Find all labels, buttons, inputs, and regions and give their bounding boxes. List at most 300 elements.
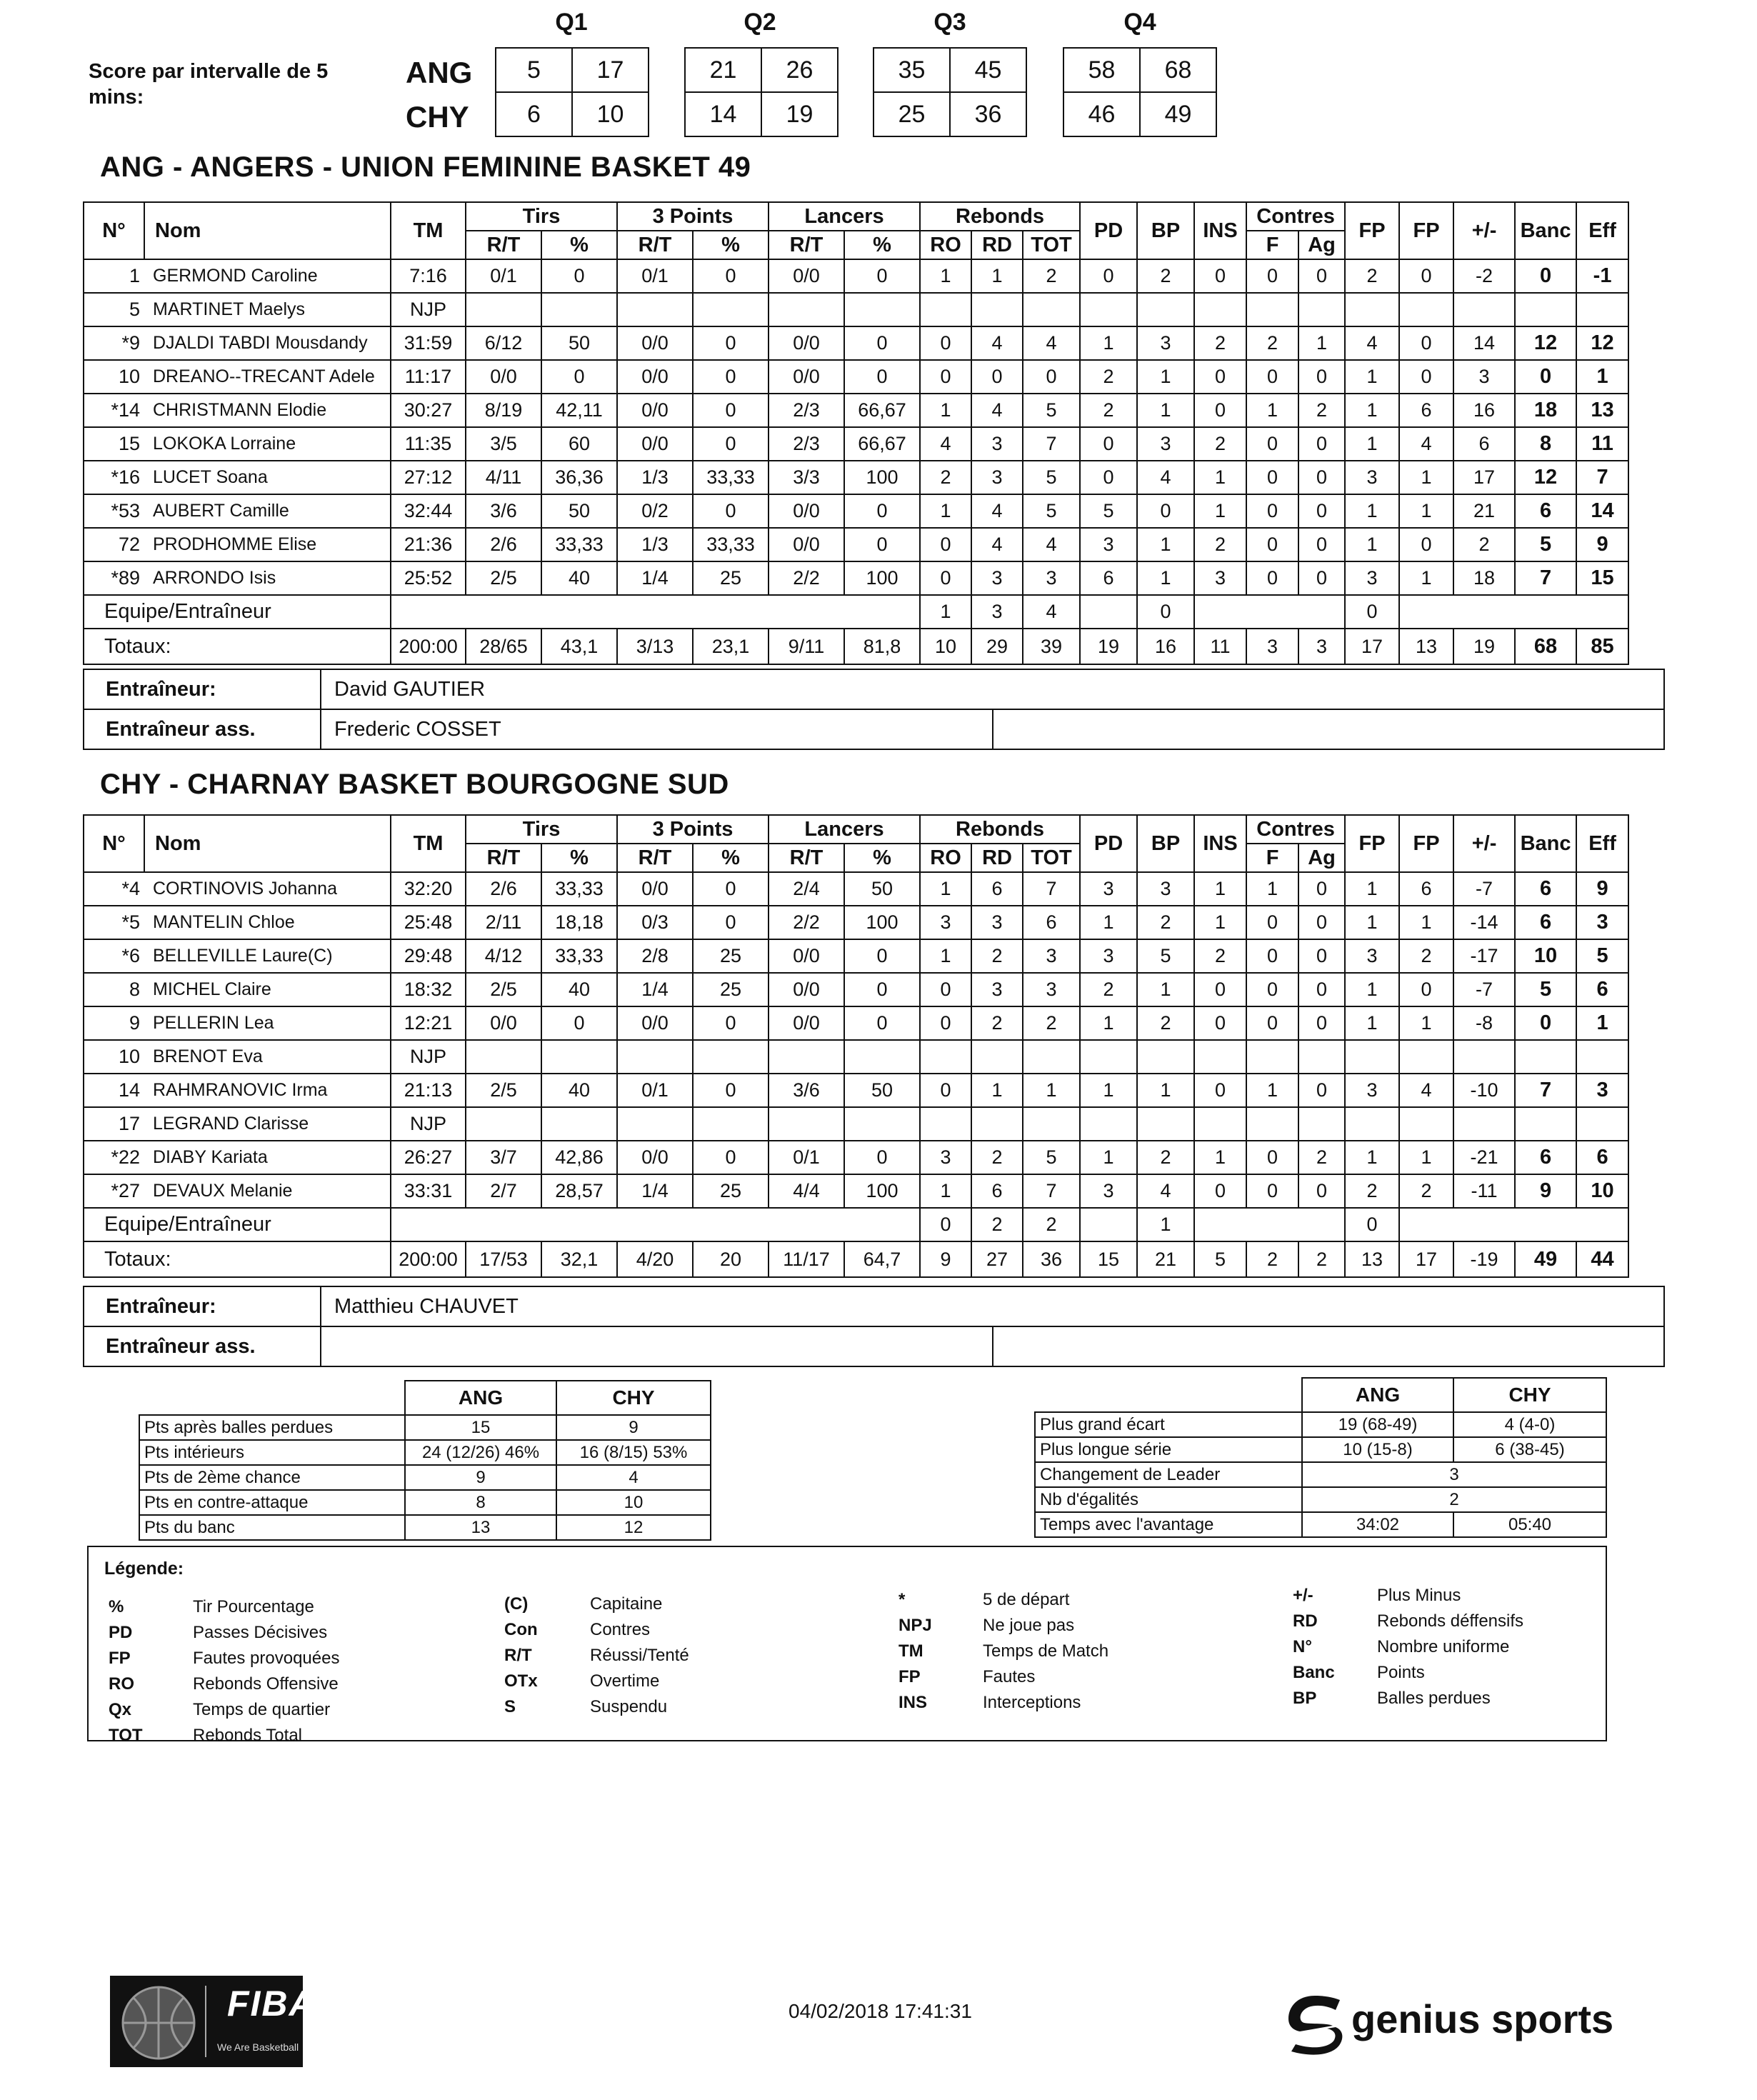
equipe-pd-empty (1080, 595, 1137, 629)
stat-rt: 3/7 (466, 1141, 541, 1174)
equipe-pd-empty (1080, 1208, 1137, 1241)
header-f: F (1246, 844, 1298, 872)
player-minutes: 26:27 (391, 1141, 466, 1174)
player-row (84, 360, 1753, 394)
header-row-1 (84, 202, 1753, 231)
stat-pct (693, 1040, 769, 1074)
interval-team-chy: CHY (406, 100, 469, 134)
stat-f: 0 (1246, 939, 1298, 973)
player-row (84, 939, 1753, 973)
header-ro: RO (920, 231, 971, 259)
total-pct: 43,1 (541, 629, 617, 664)
stat-ag: 0 (1298, 259, 1345, 293)
stats-value-ang: 34:02 (1302, 1512, 1453, 1537)
equipe-rd: 3 (971, 595, 1023, 629)
stat-rt: 6/12 (466, 326, 541, 360)
stat-bp: 1 (1137, 528, 1194, 561)
player-minutes: 21:36 (391, 528, 466, 561)
player-minutes: NJP (391, 1107, 466, 1141)
stat-ag: 2 (1298, 394, 1345, 427)
player-number: 14 (84, 1074, 144, 1107)
stat-eff: 3 (1576, 906, 1628, 939)
stat-fp (1345, 293, 1399, 326)
stat-rt: 8/19 (466, 394, 541, 427)
interval-score: 14 (685, 92, 761, 136)
stat-pct (541, 1107, 617, 1141)
stat-banc (1515, 1040, 1576, 1074)
stats-value-both: 3 (1302, 1462, 1606, 1487)
stats-value-chy: 12 (556, 1515, 711, 1540)
stat-rt: 4/11 (466, 461, 541, 494)
stat-fp (1399, 293, 1453, 326)
header-eff: Eff (1576, 202, 1628, 259)
stat-eff: 3 (1576, 1074, 1628, 1107)
stat-rt: 0/0 (617, 1006, 693, 1040)
stat-pct: 0 (844, 1141, 920, 1174)
stat-pm: 6 (1453, 427, 1515, 461)
player-name: PELLERIN Lea (144, 1006, 391, 1040)
stat-f: 0 (1246, 973, 1298, 1006)
stat-f: 0 (1246, 561, 1298, 595)
total-rt: 3/13 (617, 629, 693, 664)
stat-rd: 6 (971, 1174, 1023, 1208)
header-lancers: Lancers (769, 815, 920, 844)
stat-ro: 0 (920, 1074, 971, 1107)
legend-abbr: Banc (1293, 1663, 1335, 1682)
player-name: LEGRAND Clarisse (144, 1107, 391, 1141)
total-pd: 19 (1080, 629, 1137, 664)
stat-ag: 0 (1298, 461, 1345, 494)
stat-rt: 2/7 (466, 1174, 541, 1208)
coach-name: Matthieu CHAUVET (321, 1286, 1664, 1326)
stat-rt: 0/0 (466, 360, 541, 394)
total-f: 2 (1246, 1241, 1298, 1277)
stat-ro: 3 (920, 1141, 971, 1174)
stats-label: Nb d'égalités (1035, 1487, 1302, 1512)
stat-rt: 2/4 (769, 872, 844, 906)
stat-ins: 1 (1194, 461, 1246, 494)
stat-tot: 5 (1023, 461, 1080, 494)
player-number: 15 (84, 427, 144, 461)
stat-rd: 6 (971, 872, 1023, 906)
player-minutes: 25:48 (391, 906, 466, 939)
stat-fp: 0 (1399, 528, 1453, 561)
stats-label: Plus longue série (1035, 1437, 1302, 1462)
stat-rd: 2 (971, 939, 1023, 973)
legend-text: Ne joue pas (983, 1616, 1075, 1635)
player-number: *9 (84, 326, 144, 360)
stat-ag (1298, 1040, 1345, 1074)
interval-team-ang: ANG (406, 56, 473, 89)
stat-ag: 0 (1298, 528, 1345, 561)
interval-score: 21 (685, 48, 761, 92)
stats-row (139, 1440, 711, 1465)
total-banc: 49 (1515, 1241, 1576, 1277)
player-minutes: 31:59 (391, 326, 466, 360)
stat-fp: 2 (1345, 259, 1399, 293)
stat-rt: 0/0 (769, 1006, 844, 1040)
player-name: ARRONDO Isis (144, 561, 391, 595)
stat-pct: 0 (693, 394, 769, 427)
legend-text: 5 de départ (983, 1590, 1070, 1609)
stat-pct: 0 (693, 427, 769, 461)
stat-ro: 3 (920, 906, 971, 939)
stat-rt: 0/0 (769, 973, 844, 1006)
stat-pd: 2 (1080, 973, 1137, 1006)
legend-abbr: NPJ (898, 1616, 932, 1635)
stat-tot: 2 (1023, 1006, 1080, 1040)
stat-fp: 1 (1399, 561, 1453, 595)
stats-label: Pts de 2ème chance (139, 1465, 405, 1490)
stat-eff: 9 (1576, 872, 1628, 906)
legend-text: Points (1377, 1663, 1425, 1682)
player-name: MICHEL Claire (144, 973, 391, 1006)
stat-f (1246, 1107, 1298, 1141)
q2-label: Q2 (744, 9, 776, 36)
stat-ag: 0 (1298, 1006, 1345, 1040)
stat-rt: 3/6 (769, 1074, 844, 1107)
interval-score: 10 (572, 92, 649, 136)
interval-score: 46 (1063, 92, 1140, 136)
player-minutes: NJP (391, 293, 466, 326)
stat-fp: 1 (1345, 427, 1399, 461)
legend-abbr: FP (109, 1649, 131, 1668)
stats-value-ang: 19 (68-49) (1302, 1412, 1453, 1437)
total-ro: 9 (920, 1241, 971, 1277)
header-contres: Contres (1246, 202, 1345, 231)
stat-pm: 18 (1453, 561, 1515, 595)
stat-pct: 100 (844, 906, 920, 939)
stat-ag: 0 (1298, 561, 1345, 595)
legend-abbr: INS (898, 1693, 928, 1712)
genius-sports-wordmark: genius sports (1351, 1996, 1614, 2041)
stat-pct: 0 (541, 259, 617, 293)
stat-ins: 0 (1194, 394, 1246, 427)
stat-pd: 0 (1080, 259, 1137, 293)
stat-pm: 16 (1453, 394, 1515, 427)
header-lancers: Lancers (769, 202, 920, 231)
coach-label: Entraîneur: (84, 1286, 321, 1326)
stat-fp: 1 (1345, 872, 1399, 906)
stat-pd: 1 (1080, 1006, 1137, 1040)
stat-pd: 0 (1080, 461, 1137, 494)
stat-pct (844, 1040, 920, 1074)
stats-value-chy: 05:40 (1453, 1512, 1606, 1537)
player-number: 1 (84, 259, 144, 293)
interval-row (496, 92, 649, 136)
player-row (84, 528, 1753, 561)
box-header (84, 815, 1753, 872)
stats-value-ang: 24 (12/26) 46% (405, 1440, 556, 1465)
stat-tot: 5 (1023, 394, 1080, 427)
total-pct: 32,1 (541, 1241, 617, 1277)
stat-pct: 0 (844, 973, 920, 1006)
player-minutes: 32:44 (391, 494, 466, 528)
stat-pd: 3 (1080, 872, 1137, 906)
stat-pct: 0 (844, 1006, 920, 1040)
stat-ins: 2 (1194, 427, 1246, 461)
player-number: 8 (84, 973, 144, 1006)
stat-pct: 0 (693, 1006, 769, 1040)
stat-f: 1 (1246, 872, 1298, 906)
header-ins: INS (1194, 202, 1246, 259)
stat-pct: 33,33 (693, 461, 769, 494)
stat-ins: 0 (1194, 973, 1246, 1006)
stat-fp: 1 (1399, 1141, 1453, 1174)
total-banc: 68 (1515, 629, 1576, 664)
stat-pct: 60 (541, 427, 617, 461)
stat-f: 0 (1246, 461, 1298, 494)
stat-rt: 0/0 (769, 360, 844, 394)
interval-score: 49 (1140, 92, 1216, 136)
interval-score: 45 (950, 48, 1026, 92)
stat-ins: 1 (1194, 1141, 1246, 1174)
stat-rt: 2/3 (769, 427, 844, 461)
stat-bp: 4 (1137, 1174, 1194, 1208)
player-number: 10 (84, 360, 144, 394)
header-no: N° (84, 815, 144, 872)
stat-rd: 1 (971, 1074, 1023, 1107)
stat-f: 0 (1246, 360, 1298, 394)
stat-ag: 1 (1298, 326, 1345, 360)
player-name: GERMOND Caroline (144, 259, 391, 293)
stat-rt: 0/0 (617, 1141, 693, 1174)
stat-rt (769, 1107, 844, 1141)
stat-ro (920, 1107, 971, 1141)
stats-header-row (1035, 1378, 1606, 1412)
stat-fp: 0 (1399, 360, 1453, 394)
player-number: *6 (84, 939, 144, 973)
stat-banc: 0 (1515, 259, 1576, 293)
equipe-empty (1399, 595, 1628, 629)
stat-ro (920, 293, 971, 326)
legend-abbr: R/T (504, 1646, 532, 1665)
stat-pd: 1 (1080, 906, 1137, 939)
player-number: 5 (84, 293, 144, 326)
stats-label: Temps avec l'avantage (1035, 1512, 1302, 1537)
stat-bp: 3 (1137, 326, 1194, 360)
player-number: 10 (84, 1040, 144, 1074)
stat-fp: 1 (1345, 1006, 1399, 1040)
stat-bp: 4 (1137, 461, 1194, 494)
fiba-tagline: We Are Basketball (217, 2041, 299, 2053)
stat-rt: 0/0 (617, 326, 693, 360)
equipe-label: Equipe/Entraîneur (84, 595, 391, 629)
stat-rd: 4 (971, 394, 1023, 427)
stat-bp: 2 (1137, 1006, 1194, 1040)
stat-tot: 2 (1023, 259, 1080, 293)
stat-bp: 2 (1137, 259, 1194, 293)
stat-pm: -21 (1453, 1141, 1515, 1174)
stat-banc: 5 (1515, 528, 1576, 561)
stat-rt: 2/3 (769, 394, 844, 427)
stat-pct: 66,67 (844, 394, 920, 427)
total-pct: 64,7 (844, 1241, 920, 1277)
stat-rt: 2/11 (466, 906, 541, 939)
stat-f: 2 (1246, 326, 1298, 360)
stats-value-ang: 8 (405, 1490, 556, 1515)
stat-banc (1515, 1107, 1576, 1141)
stat-ins: 3 (1194, 561, 1246, 595)
header-three: 3 Points (617, 815, 769, 844)
stat-pct: 100 (844, 561, 920, 595)
stat-bp: 2 (1137, 1141, 1194, 1174)
stat-tot: 7 (1023, 872, 1080, 906)
legend-text: Capitaine (590, 1594, 663, 1614)
total-rt: 28/65 (466, 629, 541, 664)
stat-pm: 21 (1453, 494, 1515, 528)
stat-banc: 10 (1515, 939, 1576, 973)
stat-ag: 0 (1298, 939, 1345, 973)
stat-fp: 0 (1399, 326, 1453, 360)
player-minutes: 12:21 (391, 1006, 466, 1040)
genius-sports-logo (1283, 1990, 1614, 2058)
stat-f: 0 (1246, 427, 1298, 461)
interval-score: 25 (874, 92, 950, 136)
player-row (84, 394, 1753, 427)
stat-f: 0 (1246, 906, 1298, 939)
legend-text: Rebonds Offensive (193, 1674, 339, 1694)
stat-eff (1576, 293, 1628, 326)
stat-rd: 4 (971, 494, 1023, 528)
player-minutes: 11:17 (391, 360, 466, 394)
player-row (84, 1006, 1753, 1040)
legend-text: Interceptions (983, 1693, 1081, 1712)
stat-bp: 3 (1137, 427, 1194, 461)
header-bp: BP (1137, 815, 1194, 872)
stat-rt: 1/4 (617, 973, 693, 1006)
stat-banc: 12 (1515, 326, 1576, 360)
legend-abbr: N° (1293, 1637, 1312, 1656)
player-number: 72 (84, 528, 144, 561)
stat-tot: 3 (1023, 561, 1080, 595)
box-body (84, 259, 1753, 664)
player-number: *16 (84, 461, 144, 494)
stat-eff: 9 (1576, 528, 1628, 561)
assistant-label: Entraîneur ass. (84, 1326, 321, 1366)
stat-fp: 1 (1399, 1006, 1453, 1040)
total-fp: 13 (1399, 629, 1453, 664)
stat-bp: 1 (1137, 1074, 1194, 1107)
header-bp: BP (1137, 202, 1194, 259)
stat-fp: 2 (1399, 939, 1453, 973)
stats-row (1035, 1462, 1606, 1487)
total-ag: 2 (1298, 1241, 1345, 1277)
player-name: RAHMRANOVIC Irma (144, 1074, 391, 1107)
print-date: 04/02/2018 17:41:31 (789, 2000, 972, 2022)
stat-fp: 3 (1345, 939, 1399, 973)
stat-pm: -14 (1453, 906, 1515, 939)
player-minutes: 30:27 (391, 394, 466, 427)
stat-ag (1298, 293, 1345, 326)
stat-rd: 3 (971, 906, 1023, 939)
stat-fp: 1 (1345, 906, 1399, 939)
stat-ag: 0 (1298, 1074, 1345, 1107)
stat-eff (1576, 1107, 1628, 1141)
stat-rt: 1/4 (617, 561, 693, 595)
interval-row (874, 92, 1026, 136)
box-header (84, 202, 1753, 259)
stat-rd: 1 (971, 259, 1023, 293)
team-chy-title: CHY - CHARNAY BASKET BOURGOGNE SUD (100, 769, 729, 800)
stat-tot (1023, 1040, 1080, 1074)
player-name: DJALDI TABDI Mousdandy (144, 326, 391, 360)
stat-fp: 6 (1399, 872, 1453, 906)
stat-pct: 0 (844, 528, 920, 561)
stat-fp: 6 (1399, 394, 1453, 427)
stat-pct: 0 (693, 360, 769, 394)
stat-rt: 2/5 (466, 561, 541, 595)
stat-pct: 36,36 (541, 461, 617, 494)
totals-minutes: 200:00 (391, 629, 466, 664)
legend (87, 1546, 1607, 1745)
legend-text: Fautes provoquées (193, 1649, 340, 1668)
stat-bp: 1 (1137, 973, 1194, 1006)
stat-rt: 0/0 (769, 528, 844, 561)
player-minutes: 29:48 (391, 939, 466, 973)
interval-row (496, 48, 649, 92)
stat-tot: 1 (1023, 1074, 1080, 1107)
assistant-row (84, 1326, 1664, 1366)
stat-fp: 0 (1399, 259, 1453, 293)
player-name: MARTINET Maelys (144, 293, 391, 326)
stat-pct (693, 293, 769, 326)
stat-ro: 1 (920, 872, 971, 906)
interval-row (874, 48, 1026, 92)
stat-rt: 0/2 (617, 494, 693, 528)
legend-abbr: * (898, 1590, 906, 1609)
player-number: *27 (84, 1174, 144, 1208)
total-rt: 4/20 (617, 1241, 693, 1277)
stats-label: Pts intérieurs (139, 1440, 405, 1465)
stats-value-chy: 4 (556, 1465, 711, 1490)
stat-fp: 1 (1345, 394, 1399, 427)
player-number: *4 (84, 872, 144, 906)
stat-rt: 1/4 (617, 1174, 693, 1208)
stat-ag: 2 (1298, 1141, 1345, 1174)
stat-pct (844, 293, 920, 326)
legend-text: Passes Décisives (193, 1623, 328, 1642)
total-eff: 85 (1576, 629, 1628, 664)
player-number: *22 (84, 1141, 144, 1174)
player-row (84, 973, 1753, 1006)
total-rt: 9/11 (769, 629, 844, 664)
legend-abbr: FP (898, 1667, 921, 1686)
player-number: *14 (84, 394, 144, 427)
stats-row (1035, 1437, 1606, 1462)
stat-rt (617, 1107, 693, 1141)
coach-label: Entraîneur: (84, 669, 321, 709)
stat-ins: 0 (1194, 1174, 1246, 1208)
stat-rt: 2/6 (466, 528, 541, 561)
stat-pct (693, 1107, 769, 1141)
coach-row (84, 1286, 1664, 1326)
header-nom: Nom (144, 202, 391, 259)
stat-rt: 2/6 (466, 872, 541, 906)
player-row (84, 494, 1753, 528)
stat-ro: 0 (920, 326, 971, 360)
stats-row (139, 1490, 711, 1515)
stat-banc: 6 (1515, 872, 1576, 906)
stat-ag: 0 (1298, 1174, 1345, 1208)
stat-tot (1023, 293, 1080, 326)
legend-abbr: RO (109, 1674, 134, 1694)
stat-ins (1194, 1107, 1246, 1141)
stat-pct: 42,86 (541, 1141, 617, 1174)
total-pd: 15 (1080, 1241, 1137, 1277)
equipe-ro: 0 (920, 1208, 971, 1241)
total-eff: 44 (1576, 1241, 1628, 1277)
